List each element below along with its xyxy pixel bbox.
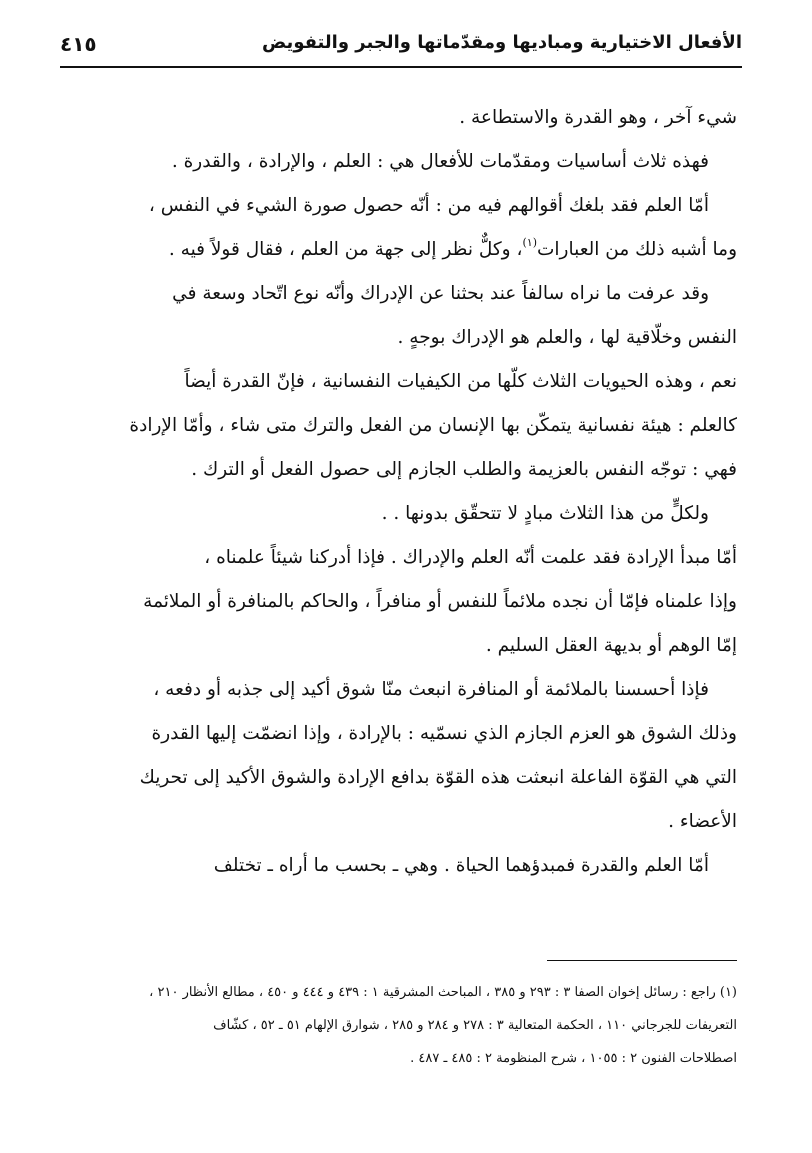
body-line-11: أمّا مبدأ الإرادة فقد علمت أنّه العلم والإدراك . فإذا أدركنا شيئاً علمناه ، [204,547,737,568]
body-line-6: النفس وخلّاقية لها ، والعلم هو الإدراك بوجهٍ . [397,327,737,348]
body-line-10: ولكلٍّ من هذا الثلاث مبادٍ لا تتحقّق بدونها . . [381,503,709,524]
footnote-line-2: التعريفات للجرجاني ١١٠ ، الحكمة المتعالية ٣ : ٢٧٨ و ٢٨٤ و ٢٨٥ ، شوارق الإلهام ٥١ ـ ٥٢ ، كشّاف [213,1018,737,1033]
body-line-4-end: ، وكلٌّ نظر إلى جهة من العلم ، فقال قولاً فيه . [168,239,523,260]
body-line-7: نعم ، وهذه الحيويات الثلاث كلّها من الكيفيات النفسانية ، فإنّ القدرة أيضاً [184,371,737,392]
footnote-line-1: (١) راجع : رسائل إخوان الصفا ٣ : ٢٩٣ و ٣٨٥ ، المباحث المشرقية ١ : ٤٣٩ و ٤٤٤ و ٤٥٠ ، مطالع الأنظار ٢١٠ ، [149,985,737,1000]
footnotes [65,976,737,1075]
body-line-13: إمّا الوهم أو بديهة العقل السليم . [485,635,737,656]
body-line-14: فإذا أحسسنا بالملائمة أو المنافرة انبعث منّا شوق أكيد إلى جذبه أو دفعه ، [153,679,709,700]
footnote-rule [547,960,737,961]
page-header [60,28,742,58]
body-line-16: التي هي القوّة الفاعلة انبعثت هذه القوّة بدافع الإرادة والشوق الأكيد إلى تحريك [139,767,737,788]
page-number: ٤١٥ [60,32,97,56]
body-text [70,96,737,888]
body-line-8: كالعلم : هيئة نفسانية يتمكّن بها الإنسان من الفعل والترك متى شاء ، وأمّا الإرادة [129,415,737,436]
body-line-1: شيء آخر ، وهو القدرة والاستطاعة . [459,107,737,128]
body-line-3: أمّا العلم فقد بلغك أقوالهم فيه من : أنّه حصول صورة الشيء في النفس ، [148,195,709,216]
body-line-18: أمّا العلم والقدرة فمبدؤهما الحياة . وهي ـ بحسب ما أراه ـ تختلف [213,855,709,876]
body-line-2: فهذه ثلاث أساسيات ومقدّمات للأفعال هي : العلم ، والإرادة ، والقدرة . [171,151,709,172]
body-line-12: وإذا علمناه فإمّا أن نجده ملائماً للنفس أو منافراً ، والحاكم بالمنافرة أو الملائمة [143,591,737,612]
footnote-line-3: اصطلاحات الفنون ٢ : ١٠٥٥ ، شرح المنظومة ٢ : ٤٨٥ ـ ٤٨٧ . [410,1051,737,1066]
body-line-4-start: وما أشبه ذلك من العبارات [536,239,737,260]
body-line-5: وقد عرفت ما نراه سالفاً عند بحثنا عن الإدراك وأنّه نوع اتّحاد وسعة في [172,283,709,304]
running-title: الأفعال الاختيارية ومباديها ومقدّماتها والجبر والتفويض [262,32,742,53]
body-line-17: الأعضاء . [668,811,737,832]
body-line-4 [70,228,737,272]
header-rule [60,66,742,68]
body-line-9: فهي : توجّه النفس بالعزيمة والطلب الجازم إلى حصول الفعل أو الترك . [191,459,737,480]
footnote-reference[interactable]: (١) [522,236,537,249]
body-line-15: وذلك الشوق هو العزم الجازم الذي نسمّيه : بالإرادة ، وإذا انضمّت إليها القدرة [151,723,737,744]
